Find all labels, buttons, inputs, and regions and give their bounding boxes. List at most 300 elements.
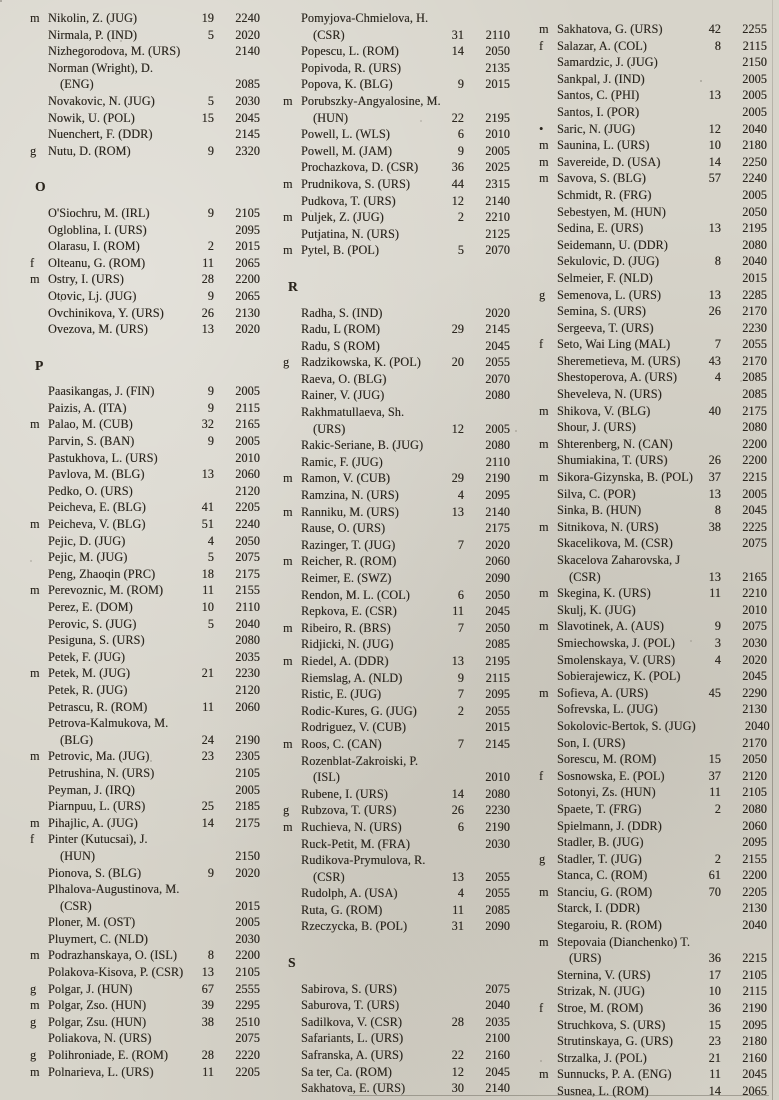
player-name: Schmidt, R. (FRG) (557, 187, 652, 202)
list-entry (539, 486, 767, 503)
player-name: Nirmala, P. (IND) (48, 27, 138, 42)
list-entry (30, 616, 260, 633)
player-name: Roos, C. (CAN) (301, 736, 382, 751)
rating-value: 2085 (742, 387, 767, 402)
games-count: 22 (451, 110, 464, 125)
rating-value: 2110 (235, 600, 260, 614)
player-name: Repkova, E. (CSR) (301, 604, 397, 619)
list-entry (283, 981, 510, 998)
games-count: 13 (708, 486, 721, 501)
games-count: 5 (207, 93, 214, 108)
title-marker: m (30, 666, 40, 681)
list-entry (539, 137, 767, 154)
title-marker: g (30, 981, 37, 996)
player-name: Strizak, N. (JUG) (557, 984, 645, 999)
list-entry (30, 914, 260, 931)
section-header: O (35, 179, 46, 195)
games-count: 12 (451, 193, 464, 208)
list-entry (539, 403, 767, 420)
player-name: Peyman, J. (IRQ) (48, 782, 135, 797)
list-entry (283, 997, 510, 1014)
player-name: Popivoda, R. (URS) (301, 60, 401, 75)
player-federation: (ISL) (313, 770, 340, 785)
list-entry (30, 964, 260, 981)
games-count: 9 (207, 434, 214, 449)
player-name: Ribeiro, R. (BRS) (301, 620, 391, 635)
player-name: Pudkova, T. (URS) (301, 193, 396, 208)
rating-value: 2010 (742, 602, 767, 617)
rating-value: 2005 (235, 782, 260, 797)
games-count: 32 (201, 417, 214, 432)
games-count: 10 (708, 984, 721, 999)
player-name: Skacelikova, M. (CSR) (557, 536, 673, 551)
games-count: 11 (202, 699, 214, 714)
rating-value: 2015 (485, 720, 510, 735)
player-name: Porubszky-Angyalosine, M. (301, 93, 441, 108)
rating-value: 2105 (235, 765, 260, 780)
rating-value: 2510 (235, 1014, 260, 1029)
list-entry (539, 187, 767, 204)
rating-value: 2045 (235, 110, 260, 125)
player-name: Nutu, D. (ROM) (48, 143, 131, 158)
list-entry (30, 549, 260, 566)
list-entry (539, 253, 767, 270)
list-entry (30, 748, 260, 765)
player-name: Pedko, O. (URS) (48, 483, 133, 498)
rating-value: 2060 (485, 554, 510, 569)
games-count: 31 (451, 919, 464, 934)
player-name: Nikolin, Z. (JUG) (48, 11, 138, 25)
rating-list-column-right (539, 21, 770, 1100)
games-count: 23 (708, 1034, 721, 1049)
player-name: Silva, C. (POR) (557, 486, 636, 501)
player-name: Olteanu, G. (ROM) (48, 255, 146, 270)
list-entry (539, 469, 767, 486)
player-name: Nuenchert, F. (DDR) (48, 127, 153, 142)
list-entry (30, 383, 260, 400)
rating-value: 2035 (485, 1014, 510, 1029)
list-entry (283, 1080, 510, 1097)
games-count: 9 (457, 143, 464, 158)
games-count: 17 (708, 967, 721, 982)
list-entry (30, 865, 260, 882)
list-entry (539, 303, 767, 320)
games-count: 8 (714, 38, 721, 53)
list-entry (30, 143, 260, 160)
list-entry (283, 736, 510, 753)
rating-value: 2225 (742, 519, 767, 534)
rating-value: 2065 (742, 1084, 767, 1098)
player-name: Petrova-Kalmukova, M. (48, 716, 169, 731)
games-count: 13 (451, 504, 464, 519)
list-entry (283, 885, 510, 902)
player-name: Ruck-Petit, M. (FRA) (301, 836, 410, 851)
player-name: Sedina, E. (URS) (557, 221, 644, 236)
section-header: S (288, 955, 296, 971)
games-count: 7 (457, 620, 464, 635)
rating-value: 2020 (742, 652, 767, 667)
player-name: Struchkova, S. (URS) (557, 1017, 666, 1032)
rating-value: 2030 (742, 635, 767, 650)
games-count: 51 (201, 517, 214, 532)
title-marker: m (283, 176, 293, 191)
title-marker: m (30, 11, 40, 25)
player-name: Sergeeva, T. (URS) (557, 320, 654, 335)
games-count: 4 (714, 652, 721, 667)
list-entry (30, 881, 260, 898)
rating-value: 2170 (742, 353, 767, 368)
player-name: Semina, S. (URS) (557, 304, 646, 319)
player-name: Sabirova, S. (URS) (301, 981, 397, 996)
player-name: Sosnowska, E. (POL) (557, 768, 665, 783)
rating-value: 2305 (235, 749, 260, 764)
rating-value: 2290 (742, 685, 767, 700)
rating-value: 2055 (485, 886, 510, 901)
games-count: 13 (451, 653, 464, 668)
player-name: Polgar, J. (HUN) (48, 981, 133, 996)
rating-value: 2230 (742, 320, 767, 335)
player-name: Pytel, B. (POL) (301, 243, 380, 258)
rating-value: 2195 (485, 110, 510, 125)
list-entry (283, 43, 510, 60)
list-entry (283, 918, 510, 935)
games-count: 9 (457, 670, 464, 685)
list-entry (283, 636, 510, 653)
games-count: 4 (207, 533, 214, 548)
rating-value: 2130 (235, 305, 260, 320)
player-name: Sobierajewicz, K. (POL) (557, 669, 681, 684)
player-name: Sofieva, A. (URS) (557, 685, 649, 700)
rating-value: 2140 (485, 193, 510, 208)
player-name: Ovezova, M. (URS) (48, 322, 148, 337)
list-entry (539, 121, 767, 138)
rating-value: 2150 (742, 55, 767, 70)
list-entry (283, 321, 510, 338)
list-entry (283, 93, 510, 110)
games-count: 14 (451, 786, 464, 801)
player-name: Sikora-Gizynska, B. (POL) (557, 470, 693, 485)
player-name: Radu, S (ROM) (301, 338, 380, 353)
player-name: Podrazhanskaya, O. (ISL) (48, 948, 177, 963)
player-name: Santos, I. (POR) (557, 104, 640, 119)
list-entry (283, 76, 510, 93)
rating-value: 2140 (485, 1081, 510, 1096)
rating-value: 2120 (235, 682, 260, 697)
player-name: Smiechowska, J. (POL) (557, 635, 675, 650)
games-count: 45 (708, 685, 721, 700)
games-count: 12 (451, 421, 464, 436)
list-entry (30, 582, 260, 599)
list-entry-continuation (30, 898, 260, 915)
rating-value: 2005 (235, 915, 260, 930)
rating-value: 2060 (235, 699, 260, 714)
list-entry (539, 801, 767, 818)
list-entry (30, 516, 260, 533)
player-name: Ridjicki, N. (JUG) (301, 637, 394, 652)
games-count: 9 (207, 384, 214, 399)
list-entry (539, 287, 767, 304)
games-count: 36 (451, 160, 464, 175)
rating-value: 2240 (235, 517, 260, 532)
games-count: 7 (457, 736, 464, 751)
rating-value: 2075 (742, 536, 767, 551)
title-marker: m (539, 171, 549, 186)
games-count: 8 (714, 503, 721, 518)
player-name: Stadler, B. (JUG) (557, 835, 644, 850)
title-marker: m (30, 583, 40, 598)
list-entry (30, 400, 260, 417)
games-count: 22 (451, 1048, 464, 1063)
games-count: 24 (201, 732, 214, 747)
list-entry (539, 104, 767, 121)
rating-value: 2185 (235, 799, 260, 814)
rating-value: 2010 (485, 770, 510, 785)
rating-value: 2115 (235, 400, 260, 415)
list-entry (283, 786, 510, 803)
title-marker: • (539, 121, 544, 136)
player-name: Popova, K. (BLG) (301, 77, 393, 92)
rating-value: 2040 (742, 254, 767, 269)
games-count: 30 (451, 1081, 464, 1096)
rating-value: 2015 (485, 77, 510, 92)
rating-value: 2165 (742, 569, 767, 584)
list-entry (283, 60, 510, 77)
list-entry (283, 587, 510, 604)
player-name: Petek, M. (JUG) (48, 666, 131, 681)
player-name: Sadilkova, V. (CSR) (301, 1014, 402, 1029)
list-entry (283, 209, 510, 226)
player-name: Shestoperova, A. (URS) (557, 370, 678, 385)
rating-value: 2050 (485, 44, 510, 59)
player-name: Polakova-Kisova, P. (CSR) (48, 965, 184, 980)
player-name: Pluymert, C. (NLD) (48, 931, 148, 946)
list-entry (30, 450, 260, 467)
title-marker: g (283, 355, 290, 370)
player-name: Stegaroiu, R. (ROM) (557, 918, 662, 933)
player-name: Radha, S. (IND) (301, 305, 383, 320)
games-count: 38 (201, 1014, 214, 1029)
list-entry (283, 454, 510, 471)
list-entry (283, 603, 510, 620)
games-count: 15 (708, 752, 721, 767)
list-entry (539, 336, 767, 353)
games-count: 41 (201, 500, 214, 515)
rating-list-column-left (30, 10, 260, 1080)
games-count: 11 (202, 255, 214, 270)
list-entry (283, 703, 510, 720)
title-marker: f (30, 255, 35, 270)
player-name: Starck, I. (DDR) (557, 901, 640, 916)
rating-value: 2075 (742, 619, 767, 634)
rating-value: 2125 (485, 226, 510, 241)
rating-value: 2210 (485, 210, 510, 225)
player-name: Radu, L (ROM) (301, 322, 381, 337)
rating-value: 2060 (742, 818, 767, 833)
games-count: 11 (709, 1067, 721, 1082)
player-name: Rakic-Seriane, B. (JUG) (301, 438, 424, 453)
rating-value: 2085 (235, 77, 260, 92)
list-entry (539, 768, 767, 785)
rating-value: 2200 (742, 436, 767, 451)
list-entry (283, 470, 510, 487)
player-name: Peng, Zhaoqin (PRC) (48, 566, 156, 581)
player-name: Stroe, M. (ROM) (557, 1001, 644, 1016)
list-entry (30, 947, 260, 964)
rating-value: 2005 (742, 104, 767, 119)
rating-value: 2045 (485, 604, 510, 619)
games-count: 11 (202, 583, 214, 598)
title-marker: m (30, 998, 40, 1013)
player-name: Rubene, I. (URS) (301, 786, 388, 801)
player-name: Perovic, S. (JUG) (48, 616, 137, 631)
list-entry (539, 71, 767, 88)
list-entry (30, 1047, 260, 1064)
games-count: 29 (451, 322, 464, 337)
list-entry (283, 437, 510, 454)
player-name: Sotonyi, Zs. (HUN) (557, 785, 656, 800)
games-count: 29 (451, 471, 464, 486)
player-name: Strzalka, J. (POL) (557, 1050, 647, 1065)
player-name: Polnarieva, L. (URS) (48, 1064, 154, 1079)
rating-value: 2205 (235, 1064, 260, 1079)
player-name: Shumiakina, T. (URS) (557, 453, 668, 468)
list-entry (539, 900, 767, 917)
rating-value: 2020 (235, 27, 260, 42)
player-name: Rudikova-Prymulova, R. (301, 853, 426, 868)
rating-value: 2195 (742, 221, 767, 236)
player-name: Saunina, L. (URS) (557, 138, 650, 153)
player-name: Rakhmatullaeva, Sh. (301, 405, 405, 420)
list-entry (283, 404, 510, 421)
title-marker: g (30, 1014, 37, 1029)
player-name: Stepovaia (Dianchenko) T. (557, 934, 691, 949)
rating-value: 2080 (485, 438, 510, 453)
games-count: 36 (708, 1001, 721, 1016)
rating-value: 2085 (742, 370, 767, 385)
list-entry (539, 618, 767, 635)
player-name: Reicher, R. (ROM) (301, 554, 397, 569)
player-name: Ruta, G. (ROM) (301, 902, 383, 917)
rating-value: 2200 (742, 868, 767, 883)
list-entry (539, 270, 767, 287)
player-federation: (HUN) (60, 848, 96, 863)
player-name: Puljek, Z. (JUG) (301, 210, 384, 225)
list-entry (30, 499, 260, 516)
games-count: 6 (457, 819, 464, 834)
player-name: Stanciu, G. (ROM) (557, 884, 653, 899)
player-name: Seidemann, U. (DDR) (557, 237, 668, 252)
player-name: Pinter (Kutucsai), J. (48, 832, 148, 847)
player-name: Semenova, L. (URS) (557, 287, 662, 302)
games-count: 13 (201, 965, 214, 980)
list-entry (283, 371, 510, 388)
list-entry (283, 902, 510, 919)
list-entry-continuation (30, 732, 260, 749)
title-marker: m (539, 619, 549, 634)
rating-value: 2150 (235, 848, 260, 863)
games-count: 10 (201, 600, 214, 614)
list-entry (539, 54, 767, 71)
list-entry (30, 93, 260, 110)
list-entry (30, 981, 260, 998)
rating-value: 2080 (485, 388, 510, 403)
player-name: Prudnikova, S. (URS) (301, 176, 410, 191)
games-count: 57 (708, 171, 721, 186)
list-entry (539, 917, 767, 934)
rating-value: 2020 (485, 537, 510, 552)
title-marker: m (30, 749, 40, 764)
list-entry (283, 1047, 510, 1064)
list-entry (539, 436, 767, 453)
list-entry (539, 784, 767, 801)
rating-value: 2190 (485, 819, 510, 834)
games-count: 2 (207, 239, 214, 254)
player-name: Olarasu, I. (ROM) (48, 239, 140, 254)
list-entry (283, 10, 510, 27)
title-marker: f (539, 1001, 544, 1016)
rating-value: 2120 (742, 768, 767, 783)
rating-value: 2080 (742, 420, 767, 435)
rating-value: 2015 (742, 270, 767, 285)
rating-value: 2180 (742, 138, 767, 153)
rating-value: 2115 (485, 670, 510, 685)
player-name: Ranniku, M. (URS) (301, 504, 399, 519)
rating-value: 2250 (742, 154, 767, 169)
title-marker: m (30, 1064, 40, 1079)
title-marker: m (30, 815, 40, 830)
player-name: Ramzina, N. (URS) (301, 488, 399, 503)
list-entry (539, 320, 767, 337)
list-entry (539, 154, 767, 171)
player-name: Powell, L. (WLS) (301, 127, 390, 142)
rating-value: 2055 (485, 355, 510, 370)
list-entry (539, 170, 767, 187)
list-entry (283, 305, 510, 322)
list-entry (30, 416, 260, 433)
list-entry (30, 27, 260, 44)
list-entry (539, 535, 767, 552)
player-name: Ruchieva, N. (URS) (301, 819, 402, 834)
list-entry (539, 502, 767, 519)
player-name: Sitnikova, N. (URS) (557, 519, 659, 534)
rating-value: 2130 (742, 702, 767, 717)
list-entry (283, 1014, 510, 1031)
player-name: Raeva, O. (BLG) (301, 371, 387, 386)
list-entry (539, 204, 767, 221)
games-count: 13 (708, 221, 721, 236)
list-entry (30, 649, 260, 666)
player-name: Sebestyen, M. (HUN) (557, 204, 666, 219)
player-name: Pavlova, M. (BLG) (48, 467, 145, 482)
rating-value: 2135 (485, 60, 510, 75)
rating-value: 2070 (485, 371, 510, 386)
list-entry (283, 753, 510, 770)
player-name: Samardzic, J. (JUG) (557, 55, 658, 70)
list-entry (283, 719, 510, 736)
player-name: Stanca, C. (ROM) (557, 868, 648, 883)
games-count: 4 (714, 370, 721, 385)
rating-value: 2095 (742, 1017, 767, 1032)
list-entry (539, 419, 767, 436)
list-entry (539, 1083, 767, 1100)
games-count: 15 (201, 110, 214, 125)
list-entry (30, 255, 260, 272)
rating-value: 2190 (742, 1001, 767, 1016)
player-name: Riemslag, A. (NLD) (301, 670, 403, 685)
rating-value: 2085 (485, 902, 510, 917)
list-entry (539, 519, 767, 536)
player-name: Sheremetieva, M. (URS) (557, 353, 681, 368)
